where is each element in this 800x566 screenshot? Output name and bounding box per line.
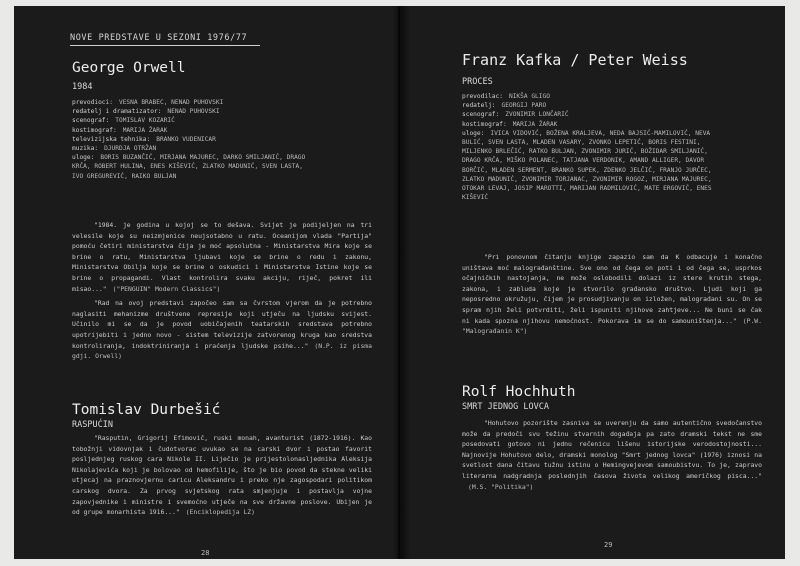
page-number-right: 29 <box>604 541 613 549</box>
credit-row: prevodilac: NIKŠA GLIGO <box>462 93 550 100</box>
hochhuth-quote: "Hohutovo pozorište zasniva se uverenju da samo autentično svedočanstvo može da predoči svu težinu stvarnih događaja pa zato dramski tekst ne sme posedovati gotovo ni jednu rečenicu lišenu istorijske verodostojnosti... Najnovije Hohutovo delo, dramski monolog "Smrt jednog lovca" (1976) iznosi na svetlost dana čitavu tužnu istinu o Hemingvejevom samoubistvu. To je, zapravo literarna nadgradnja poslednjih časova života velikog američkog pisca..."(M.S. "Politika") <box>462 419 762 491</box>
section-title: NOVE PREDSTAVE U SEZONI 1976/77 <box>70 33 248 43</box>
page-number-left: 28 <box>201 549 210 557</box>
credit-row: prevodioci: VESNA BRABEC, NENAD PUHOVSKI <box>72 99 224 106</box>
durbesic-block <box>72 402 372 518</box>
credit-row: scenograf: ZVONIMIR LONČARIĆ <box>462 111 569 119</box>
credit-row: televizijska tehnika: BRANKO VUDENICAR <box>72 135 216 143</box>
credit-row-cont: MILJENKO BRLEČIĆ, RATKO BULJAN, ZVONIMIR JURIĆ, BOŽIDAR SMILJANIĆ, <box>462 148 708 156</box>
left-page <box>14 6 400 559</box>
credit-row-cont: ZLATKO MADUNIĆ, ZVONIMIR TORJANAC, ZVONIMIR ROGOZ, MIRJANA MAJUREC, <box>462 175 712 183</box>
kafka-credits <box>462 92 768 202</box>
durbesic-quote: "Rasputin, Grigorij Efimovič, ruski monah, avanturist (1872-1916). Kao tobožnji vidovnjak i čudotvorac uvukao se na carski dvor i postao favorit posljednjeg ruskog cara Nikole II. Liječio je prijestolonasljednika Aleksija Nikolajevića koji je bolovao od hemofilije, što je bio povod da stekne veliki utjecaj na praznovjernu caricu Aleksandru i preko nje zagospodari politikom carskog dvora. Za prvog svjetskog rata smjenjuje i postavlja vojne zapovjednike i ministre i svemoćno utječe na sve državne poslove. Ubijen je od grupe monarhista 1916..." (Enciklopedija LZ) <box>72 434 372 517</box>
durbesic-title: RASPUĆIN <box>72 420 113 430</box>
orwell-credits <box>72 98 372 181</box>
orwell-title: 1984 <box>72 82 93 92</box>
credit-row-cont: KIŠEVIĆ <box>462 194 489 202</box>
orwell-author: George Orwell <box>72 60 186 76</box>
credit-row: uloge: IVICA VIDOVIĆ, BOŽENA KRALJEVA, NEDA BAJSIĆ-MAMILOVIĆ, NEVA <box>462 129 711 137</box>
credit-row: scenograf: TOMISLAV KOZARIĆ <box>72 117 175 125</box>
credit-row-cont: KRČA, ROBERT HULINA, ENES KIŠEVIĆ, ZLATKO MADUNIĆ, SVEN LASTA, <box>72 163 303 171</box>
hochhuth-author: Rolf Hochhuth <box>462 384 576 400</box>
section-divider <box>70 45 260 46</box>
section-header <box>70 33 270 46</box>
credit-row: redatelj: GEORGIJ PARO <box>462 102 547 110</box>
kafka-text <box>462 252 762 337</box>
orwell-quote-1: "1984. je godina u kojoj se to dešava. Svijet je podijeljen na tri velesile koje su neizmjenice neujsotabno u ratu. Oceanijom vlada "Partija" pomoću četiri ministarstva čija je moć apsolutna - Ministarstva Mira koje se brine o ratu, Ministarstva ljubavi koje se brine o redu i zakonu, Ministarstva Obilja koje se brine o oskudici i Ministarstva Istine koje se brine o propagandi. Vlast kontrolira svaku akciju, riječ, pokret ili misao..." ("PENGUIN" Modern Classics") <box>72 221 372 293</box>
orwell-text <box>72 220 372 362</box>
orwell-block <box>72 60 372 181</box>
credit-row-cont: IVO GREGUREVIĆ, RAIKO BULJAN <box>72 172 177 180</box>
credit-row-cont: OTOKAR LEVAJ, JOSIP MAROTTI, MARIJAN RADMILOVIĆ, MATE ERGOVIĆ, ENES <box>462 185 712 193</box>
credit-row-cont: BORČIĆ, MLADEN SERMENT, BRANKO SUPEK, ZDENKO JELČIĆ, FRANJO JURČEC, <box>462 166 712 174</box>
durbesic-author: Tomislav Durbešić <box>72 402 221 418</box>
durbesic-text <box>72 433 372 518</box>
kafka-author: Franz Kafka / Peter Weiss <box>462 51 688 69</box>
kafka-title: PROCES <box>462 77 493 87</box>
credit-row: muzika: DJURDJA OTRŽAN <box>72 145 157 153</box>
book-gutter <box>392 6 410 559</box>
hochhuth-text <box>462 418 762 492</box>
hochhuth-title: SMRT JEDNOG LOVCA <box>462 402 549 412</box>
right-page <box>400 6 785 559</box>
credit-row-cont: BULIĆ, SVEN LASTA, MLADEN VASARY, ZVONKO LEPETIĆ, BORIS FESTINI, <box>462 139 701 147</box>
credit-row: kostimograf: MARIJA ŽARAK <box>462 120 558 128</box>
credit-row-cont: DRAGO KRČA, MIŠKO POLANEC, TATJANA VERDONIK, AMAND ALLIGER, DAVOR <box>462 157 705 165</box>
hochhuth-block <box>462 384 762 492</box>
credit-row: kostimograf: MARIJA ŽARAK <box>72 126 168 134</box>
orwell-quote-2: "Rad na ovoj predstavi započeo sam sa čvrstom vjerom da je potrebno naglasiti mehanizme društvene represije koji utječu na ljudsku svijest. Učinilo mi se da je povod uobičajenih teatarskih sredstava potrebno upotrijebiti i jedno novo - sistem televizije zatvorenog kruga kao sredstva kontroliranja, indoktriniranja i praćenja ljudske psihe..." (N.P. iz pisma gdji. Orwell) <box>72 299 372 361</box>
kafka-block <box>462 51 768 202</box>
credit-row: redatelj i dramatizator: NENAD PUHOVSKI <box>72 108 220 116</box>
credit-row: uloge: BORIS BUZANČIĆ, MIRJANA MAJUREC, DARKO SMILJANIĆ, DRAGO <box>72 154 306 162</box>
kafka-quote: "Pri ponovnom čitanju knjige zapazio sam da K odbacuje i konačno uništava moć malograđanštine. Sve ono od čega on poti i od čega se, usprkos očajničkih nastojanja, ne može oslobodili dolazi iz stere krutih stega, zakona, i zabluda koje je stvorilo građansko društvo. Ljudi koji ga neposredno okružuju, čijem je prosudjivanju on izložen, malograđani su. On se spram njih želi potvrditi, želi ispuniti njihove zahtjeve... Ne buni se čak ni kada spozna njihovu nemoćnost. Pokorava im se do samouništenja..." (P.W. "Malograđanin K") <box>462 253 762 336</box>
